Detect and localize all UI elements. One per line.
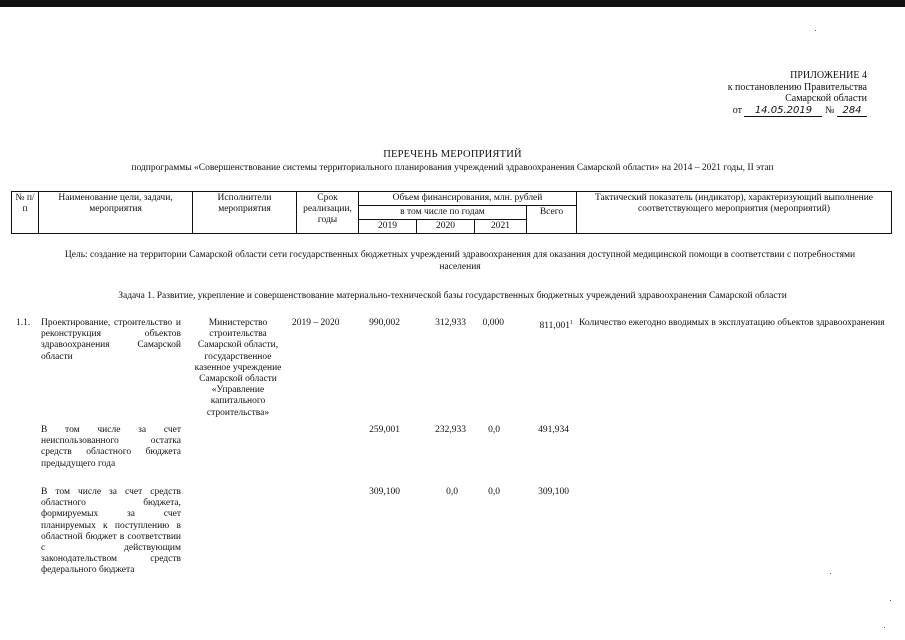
document-subtitle: подпрограммы «Совершенствование системы территориального планирования учреждений здравоохранения Самарской области» на 2014 – 2021 годы, II этап (131, 163, 774, 173)
subrow-value-2021: 0,0 (488, 487, 500, 497)
row-value-2020: 312,933 (435, 318, 466, 328)
subrow-value-total: 491,934 (538, 425, 569, 435)
scan-speck (884, 627, 885, 628)
header-executors: Исполнители мероприятия (193, 192, 297, 234)
document-title: ПЕРЕЧЕНЬ МЕРОПРИЯТИЙ (383, 149, 522, 160)
row-value-2019: 990,002 (369, 318, 400, 328)
header-by-years: в том числе по годам (359, 206, 527, 220)
subrow-name: В том числе за счет неиспользованного остатка средств областного бюджета предыдущего года (41, 425, 181, 469)
header-indicator: Тактический показатель (индикатор), характеризующий выполнение соответствующего мероприятия (мероприятий) (577, 192, 892, 234)
subrow-value-2020: 232,933 (435, 425, 466, 435)
subrow-value-2021: 0,0 (488, 425, 500, 435)
row-total-value: 811,001 (539, 321, 570, 332)
footnote-mark: 1 (570, 320, 573, 326)
goal-text: Цель: создание на территории Самарской области сети государственных бюджетных учреждений здравоохранения для оказания доступной медицинской помощи в соответствии с потребностями населения (64, 250, 856, 272)
row-number: 1.1. (16, 318, 31, 328)
scan-speck (890, 600, 891, 601)
row-term: 2019 – 2020 (292, 318, 340, 328)
subrow-value-2019: 259,001 (369, 425, 400, 435)
handwritten-number: 284 (837, 105, 867, 118)
appendix-block (728, 70, 867, 117)
subrow-value-total: 309,100 (538, 487, 569, 497)
header-name: Наименование цели, задачи, мероприятия (39, 192, 193, 234)
appendix-line-3: Самарской области (785, 93, 867, 104)
scan-speck (815, 30, 816, 31)
header-table (11, 191, 892, 234)
row-value-total (513, 318, 573, 332)
number-prefix: № (824, 104, 835, 116)
date-prefix: от (732, 104, 742, 116)
subrow-name: В том числе за счет средств областного бюджета, формируемых за счет планируемых к поступлению в областной бюджет в соответствии с действующим законодательством средств федерального бюджета (41, 487, 181, 576)
scan-speck (830, 573, 831, 574)
handwritten-date: 14.05.2019 (744, 105, 822, 118)
scan-top-border (0, 0, 905, 7)
header-year-2021: 2021 (475, 220, 527, 234)
header-financing: Объем финансирования, млн. рублей (359, 192, 577, 206)
row-executor: Министерство строительства Самарской области, государственное казенное учреждение Самарской области «Управление капитального строительства» (194, 318, 282, 418)
header-year-2019: 2019 (359, 220, 417, 234)
appendix-date-line (728, 105, 867, 118)
header-total: Всего (527, 206, 577, 234)
appendix-title: ПРИЛОЖЕНИЕ 4 (790, 70, 867, 81)
header-year-2020: 2020 (417, 220, 475, 234)
header-term: Срок реализации, годы (297, 192, 359, 234)
row-indicator: Количество ежегодно вводимых в эксплуатацию объектов здравоохранения (579, 318, 885, 328)
row-value-2021: 0,000 (482, 318, 504, 328)
header-no: № п/п (12, 192, 39, 234)
appendix-line-2: к постановлению Правительства (727, 81, 867, 93)
subrow-value-2019: 309,100 (369, 487, 400, 497)
task-text: Задача 1. Развитие, укрепление и совершенствование материально-технической базы государственных бюджетных учреждений здравоохранения Самарской области (118, 291, 787, 301)
subrow-value-2020: 0,0 (446, 487, 458, 497)
row-name: Проектирование, строительство и реконструкция объектов здравоохранения Самарской области (41, 318, 181, 362)
